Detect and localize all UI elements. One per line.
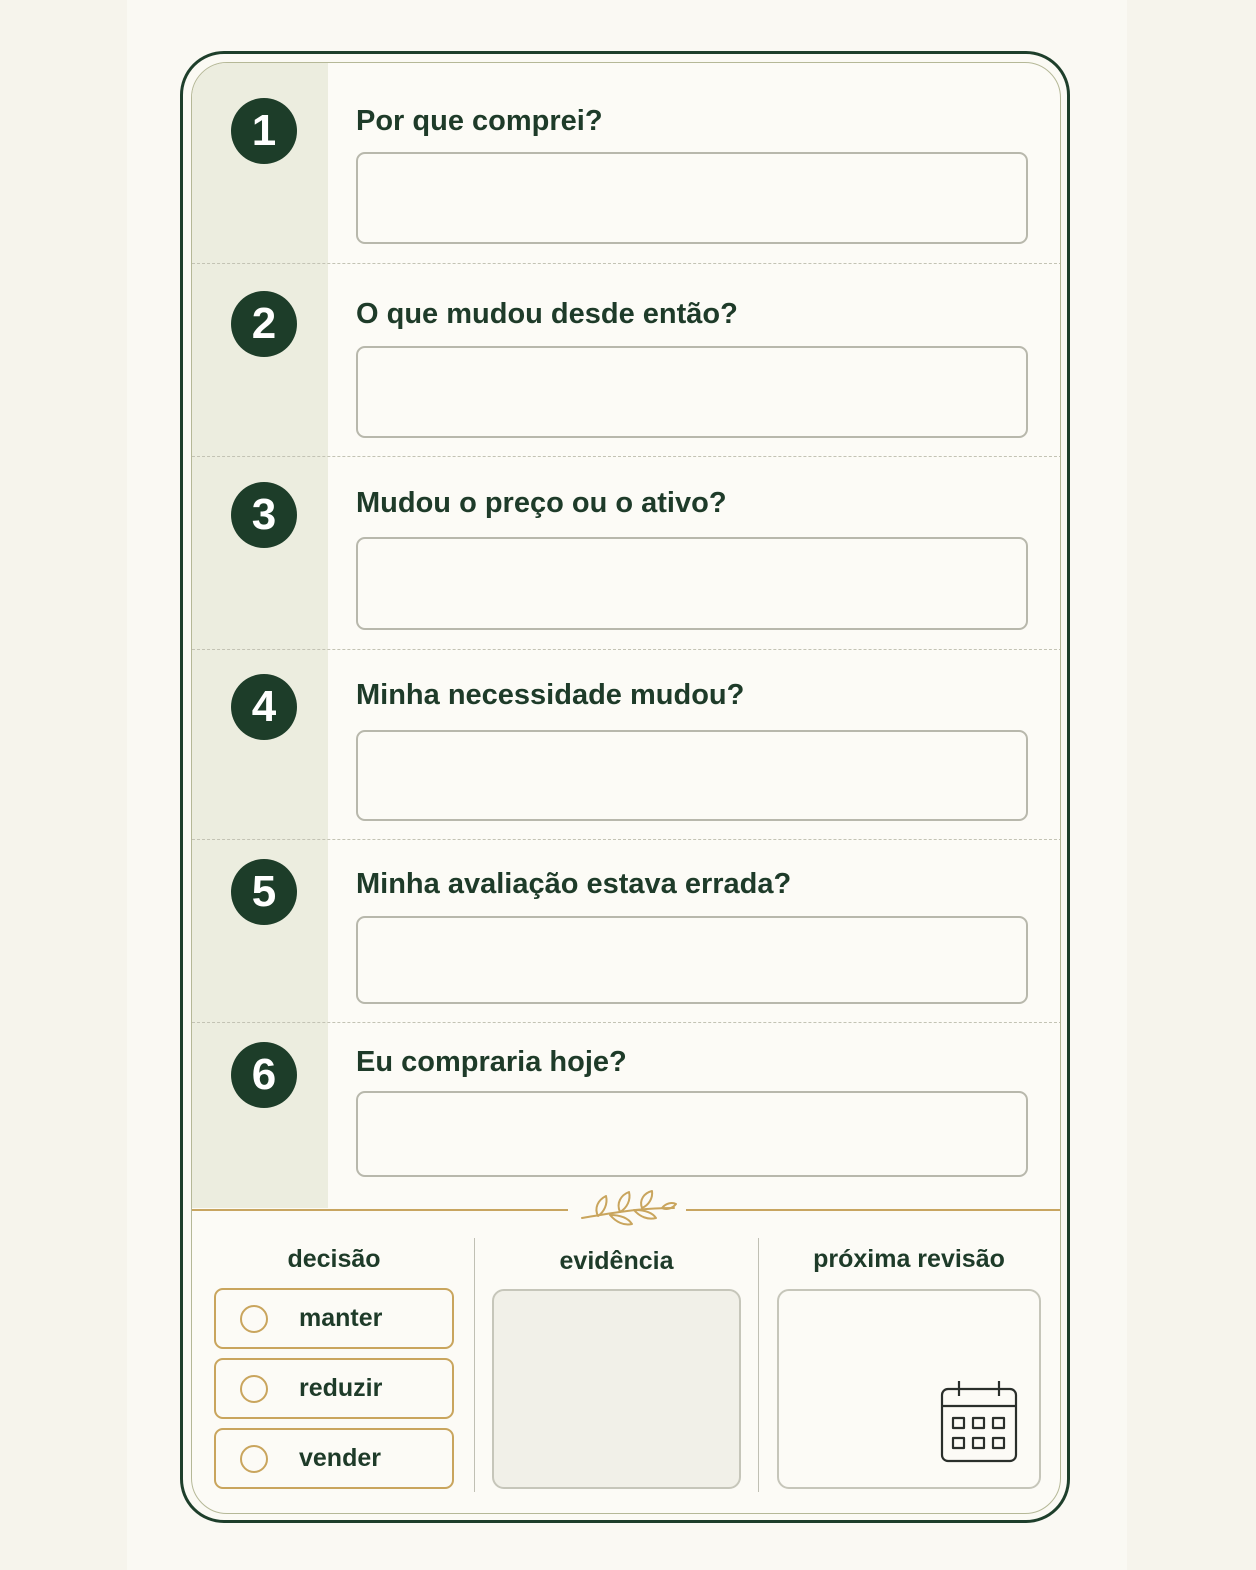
evidence-field[interactable] [492, 1289, 741, 1489]
next-review-title: próxima revisão [813, 1245, 1005, 1273]
question-number-badge: 2 [231, 291, 297, 357]
question-number-badge: 5 [231, 859, 297, 925]
answer-field-3[interactable] [356, 537, 1028, 630]
option-label: reduzir [299, 1374, 383, 1402]
question-row-6 [192, 1023, 1061, 1208]
answer-field-2[interactable] [356, 346, 1028, 438]
radio-button[interactable] [240, 1305, 268, 1333]
leaf-sprig-icon [576, 1188, 680, 1234]
question-row-3 [192, 457, 1061, 649]
decision-option-vender[interactable] [214, 1428, 454, 1489]
question-number-badge: 4 [231, 674, 297, 740]
next-review-field[interactable] [777, 1289, 1041, 1489]
answer-field-6[interactable] [356, 1091, 1028, 1177]
decision-option-reduzir[interactable] [214, 1358, 454, 1419]
worksheet-card [191, 62, 1061, 1514]
answer-field-1[interactable] [356, 152, 1028, 244]
radio-button[interactable] [240, 1445, 268, 1473]
decision-title: decisão [287, 1245, 381, 1273]
calendar-icon[interactable] [939, 1379, 1019, 1465]
option-label: vender [299, 1444, 381, 1472]
divider-line-right [686, 1209, 1061, 1211]
question-text: O que mudou desde então? [356, 298, 738, 330]
question-row-4 [192, 650, 1061, 839]
question-text: Eu compraria hoje? [356, 1046, 627, 1078]
question-text: Por que comprei? [356, 105, 603, 137]
evidence-title: evidência [559, 1247, 674, 1275]
radio-button[interactable] [240, 1375, 268, 1403]
answer-field-4[interactable] [356, 730, 1028, 821]
question-text: Mudou o preço ou o ativo? [356, 487, 727, 519]
question-text: Minha necessidade mudou? [356, 679, 745, 711]
divider-line-left [192, 1209, 568, 1211]
question-number-badge: 1 [231, 98, 297, 164]
question-text: Minha avaliação estava errada? [356, 868, 792, 900]
column-divider [758, 1238, 759, 1492]
question-number-badge: 6 [231, 1042, 297, 1108]
question-row-5 [192, 840, 1061, 1022]
column-divider [474, 1238, 475, 1492]
question-number-badge: 3 [231, 482, 297, 548]
option-label: manter [299, 1304, 383, 1332]
question-row-1 [192, 63, 1061, 263]
question-row-2 [192, 264, 1061, 456]
answer-field-5[interactable] [356, 916, 1028, 1004]
decision-option-manter[interactable] [214, 1288, 454, 1349]
